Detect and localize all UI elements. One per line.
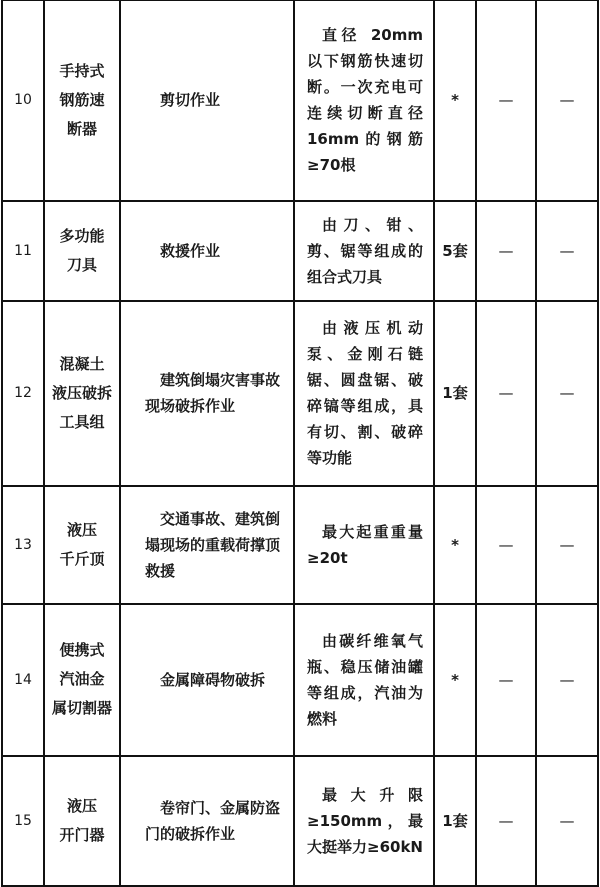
row-number: 14 [2,604,44,756]
spec-text: 由碳纤维氧气瓶、稳压储油罐等组成，汽油为燃料 [307,631,423,728]
equipment-quantity: * [434,1,476,201]
use-text: 金属障碍物破拆 [160,670,266,689]
equipment-col6: — [476,201,536,301]
spec-text: 最大起重重量≥20t [307,522,423,567]
equipment-use [120,301,294,486]
equipment-quantity: 1套 [434,301,476,486]
name-line: 液压 [66,796,97,815]
name-line: 液压破拆 [51,383,112,402]
use-text: 建筑倒塌灾害事故现场破拆作业 [145,371,281,415]
equipment-use [120,1,294,201]
equipment-col7: — [536,201,598,301]
name-line: 开门器 [59,825,105,844]
name-line: 钢筋速 [59,90,105,109]
equipment-table [1,0,599,887]
name-line: 手持式 [59,61,105,80]
name-line: 工具组 [59,412,105,431]
name-line: 混凝土 [59,354,105,373]
equipment-col6: — [476,604,536,756]
name-line: 便携式 [59,641,105,659]
row-number: 15 [2,756,44,886]
equipment-name [44,1,120,201]
equipment-quantity: * [434,486,476,604]
use-text: 剪切作业 [160,91,221,110]
name-line: 千斤顶 [59,549,105,568]
equipment-name [44,201,120,301]
row-number: 11 [2,201,44,301]
row-number: 13 [2,486,44,604]
table-row [2,201,598,301]
equipment-col6: — [476,1,536,201]
equipment-col7: — [536,756,598,886]
equipment-use [120,756,294,886]
equipment-spec [294,1,434,201]
name-line: 刀具 [66,255,97,274]
table-row [2,604,598,756]
spec-text: 由刀、钳、剪、锯等组成的组合式刀具 [307,215,423,286]
equipment-spec [294,201,434,301]
equipment-spec [294,604,434,756]
equipment-col6: — [476,301,536,486]
name-line: 液压 [66,520,97,539]
spec-text: 最大升限≥150mm，最大挺举力≥60kN [307,785,423,856]
spec-text: 直径 20mm 以下钢筋快速切断。一次充电可连续切断直径16mm的钢筋≥70根 [307,26,423,175]
equipment-name [44,604,120,756]
equipment-name [44,756,120,886]
table-row [2,1,598,201]
equipment-spec [294,756,434,886]
name-line: 断器 [66,119,97,138]
name-line: 属切割器 [51,699,112,717]
name-line: 汽油金 [59,670,105,688]
equipment-quantity: 1套 [434,756,476,886]
equipment-col7: — [536,486,598,604]
row-number: 12 [2,301,44,486]
equipment-quantity: 5套 [434,201,476,301]
equipment-quantity: * [434,604,476,756]
equipment-col6: — [476,756,536,886]
equipment-spec [294,301,434,486]
spec-text: 由液压机动泵、金刚石链锯、圆盘锯、破碎镐等组成，具有切、割、破碎等功能 [307,319,423,467]
equipment-spec [294,486,434,604]
use-text: 救援作业 [160,241,221,260]
table-row [2,301,598,486]
equipment-use [120,201,294,301]
row-number: 10 [2,1,44,201]
equipment-col7: — [536,1,598,201]
table-row [2,486,598,604]
equipment-name [44,301,120,486]
name-line: 多功能 [59,226,105,245]
equipment-col7: — [536,301,598,486]
table-row [2,756,598,886]
use-text: 交通事故、建筑倒塌现场的重载荷撑顶救援 [145,509,281,580]
equipment-use [120,486,294,604]
equipment-col7: — [536,604,598,756]
equipment-name [44,486,120,604]
equipment-use [120,604,294,756]
use-text: 卷帘门、金属防盗门的破拆作业 [145,798,281,843]
equipment-col6: — [476,486,536,604]
